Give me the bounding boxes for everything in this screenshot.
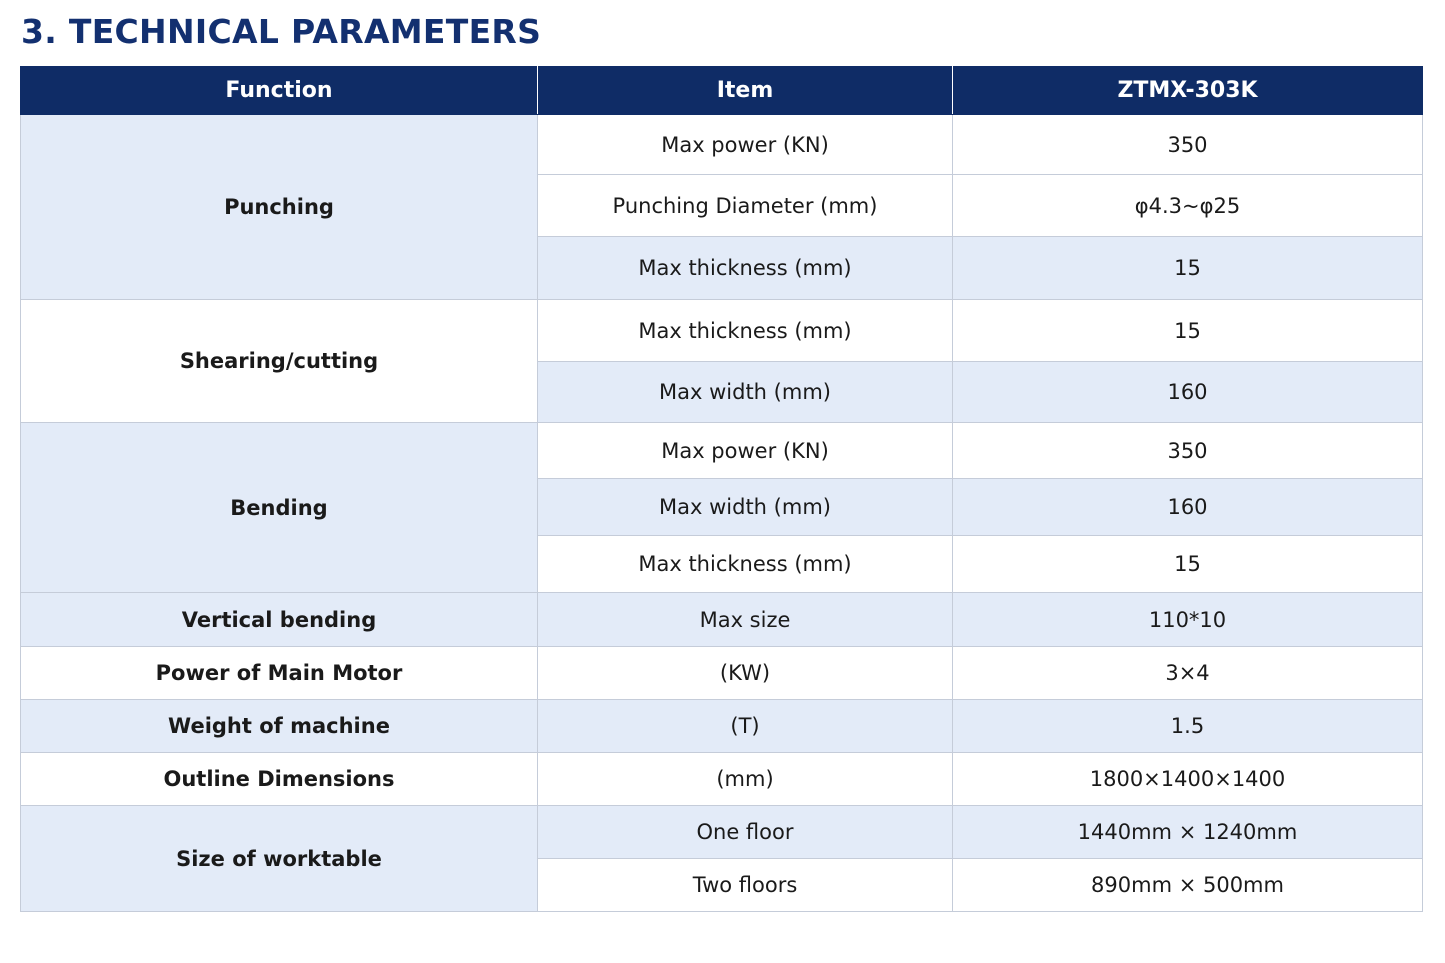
table-row — [21, 593, 1423, 647]
item-cell: Punching Diameter (mm) — [538, 175, 953, 237]
value-cell: 1800×1400×1400 — [953, 753, 1423, 806]
function-cell: Punching — [21, 115, 538, 300]
technical-parameters-table — [20, 66, 1423, 912]
table-row — [21, 647, 1423, 700]
function-cell: Shearing/cutting — [21, 300, 538, 423]
item-cell: (T) — [538, 700, 953, 753]
item-cell: (KW) — [538, 647, 953, 700]
item-cell: Max thickness (mm) — [538, 536, 953, 593]
value-cell: 1440mm × 1240mm — [953, 806, 1423, 859]
item-cell: Max width (mm) — [538, 362, 953, 423]
header-function: Function — [21, 67, 538, 115]
item-cell: Max power (KN) — [538, 423, 953, 479]
value-cell: 15 — [953, 536, 1423, 593]
table-header-row — [21, 67, 1423, 115]
function-cell: Vertical bending — [21, 593, 538, 647]
item-cell: Max power (KN) — [538, 115, 953, 175]
table-row — [21, 753, 1423, 806]
value-cell: 890mm × 500mm — [953, 859, 1423, 912]
value-cell: 350 — [953, 115, 1423, 175]
header-item: Item — [538, 67, 953, 115]
item-cell: Max thickness (mm) — [538, 237, 953, 300]
item-cell: Max width (mm) — [538, 479, 953, 536]
value-cell: 110*10 — [953, 593, 1423, 647]
value-cell: 15 — [953, 237, 1423, 300]
header-model: ZTMX-303K — [953, 67, 1423, 115]
item-cell: (mm) — [538, 753, 953, 806]
function-cell: Power of Main Motor — [21, 647, 538, 700]
page-title: 3. TECHNICAL PARAMETERS — [21, 12, 542, 51]
table-row — [21, 806, 1423, 859]
table-body — [21, 115, 1423, 912]
value-cell: 160 — [953, 362, 1423, 423]
item-cell: One floor — [538, 806, 953, 859]
value-cell: 1.5 — [953, 700, 1423, 753]
value-cell: 350 — [953, 423, 1423, 479]
table-row — [21, 115, 1423, 175]
value-cell: 160 — [953, 479, 1423, 536]
item-cell: Two floors — [538, 859, 953, 912]
function-cell: Size of worktable — [21, 806, 538, 912]
function-cell: Outline Dimensions — [21, 753, 538, 806]
value-cell: φ4.3~φ25 — [953, 175, 1423, 237]
value-cell: 15 — [953, 300, 1423, 362]
value-cell: 3×4 — [953, 647, 1423, 700]
table-row — [21, 700, 1423, 753]
table-row — [21, 423, 1423, 479]
function-cell: Weight of machine — [21, 700, 538, 753]
item-cell: Max thickness (mm) — [538, 300, 953, 362]
table-row — [21, 300, 1423, 362]
function-cell: Bending — [21, 423, 538, 593]
item-cell: Max size — [538, 593, 953, 647]
